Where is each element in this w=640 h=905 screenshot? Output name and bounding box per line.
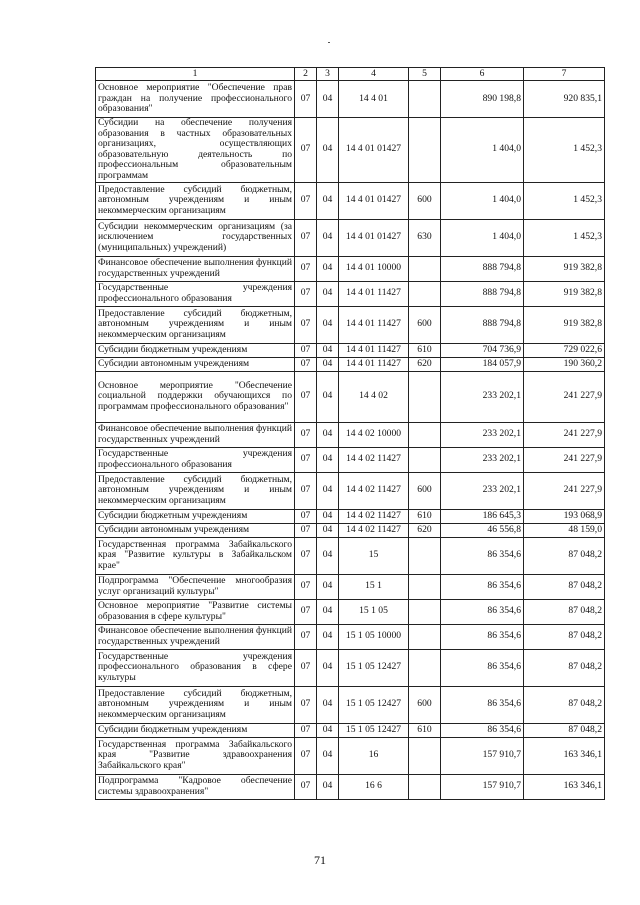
row-amount-year2: 1 452,3 [524, 219, 605, 256]
row-expense-type [409, 256, 441, 281]
table-row [96, 306, 605, 343]
row-amount-year2: 190 360,2 [524, 357, 605, 371]
row-expense-type [409, 281, 441, 306]
row-amount-year1: 888 794,8 [441, 306, 524, 343]
row-target-code: 14 4 01 11427 [339, 281, 409, 306]
row-amount-year1: 1 404,0 [441, 182, 524, 219]
row-target-code: 14 4 01 10000 [339, 256, 409, 281]
table-header-row [96, 68, 605, 81]
row-section: 07 [295, 256, 317, 281]
row-expense-type [409, 649, 441, 686]
row-target-code: 14 4 01 11427 [339, 357, 409, 371]
row-name: Субсидии бюджетным учреждениям [96, 509, 295, 523]
row-amount-year1: 86 354,6 [441, 599, 524, 624]
row-subsection: 04 [317, 574, 339, 599]
row-subsection: 04 [317, 537, 339, 574]
row-section: 07 [295, 723, 317, 737]
row-name: Субсидии автономным учреждениям [96, 523, 295, 537]
row-target-code: 14 4 01 01427 [339, 118, 409, 183]
row-section: 07 [295, 447, 317, 472]
table-body [96, 81, 605, 800]
row-name: Предоставление субсидий бюджетным, автономным учреждениям и иным некоммерческим организациям [96, 182, 295, 219]
row-name: Основное мероприятие "Обеспечение прав граждан на получение профессионального образования" [96, 81, 295, 118]
row-expense-type [409, 737, 441, 774]
table-row [96, 447, 605, 472]
row-section: 07 [295, 537, 317, 574]
row-amount-year1: 86 354,6 [441, 649, 524, 686]
row-subsection: 04 [317, 472, 339, 509]
table-row [96, 281, 605, 306]
row-amount-year1: 233 202,1 [441, 447, 524, 472]
row-amount-year2: 87 048,2 [524, 649, 605, 686]
table-row [96, 472, 605, 509]
row-amount-year1: 890 198,8 [441, 81, 524, 118]
table-row [96, 599, 605, 624]
row-target-code: 14 4 01 01427 [339, 219, 409, 256]
row-name: Основное мероприятие "Обеспечение социальной поддержки обучающихся по программам профессионального образования" [96, 371, 295, 422]
row-section: 07 [295, 574, 317, 599]
row-subsection: 04 [317, 624, 339, 649]
header-col-4: 4 [339, 68, 409, 81]
row-amount-year1: 184 057,9 [441, 357, 524, 371]
table-row [96, 256, 605, 281]
row-amount-year2: 919 382,8 [524, 281, 605, 306]
table-row [96, 422, 605, 447]
header-col-6: 6 [441, 68, 524, 81]
row-name: Финансовое обеспечение выполнения функций государственных учреждений [96, 256, 295, 281]
row-amount-year1: 46 556,8 [441, 523, 524, 537]
row-target-code: 14 4 01 11427 [339, 306, 409, 343]
row-amount-year2: 87 048,2 [524, 723, 605, 737]
budget-table [95, 67, 605, 800]
header-col-7: 7 [524, 68, 605, 81]
row-expense-type [409, 774, 441, 799]
row-subsection: 04 [317, 774, 339, 799]
row-section: 07 [295, 686, 317, 723]
row-amount-year1: 157 910,7 [441, 774, 524, 799]
row-subsection: 04 [317, 509, 339, 523]
row-subsection: 04 [317, 256, 339, 281]
row-section: 07 [295, 523, 317, 537]
row-section: 07 [295, 624, 317, 649]
row-amount-year2: 87 048,2 [524, 537, 605, 574]
row-target-code: 15 1 05 [339, 599, 409, 624]
row-expense-type [409, 371, 441, 422]
row-name: Субсидии на обеспечение получения образования в частных образовательных организациях, осуществляющих образовательную деятельность по профессиональным образовательным программам [96, 118, 295, 183]
table-row [96, 624, 605, 649]
row-section: 07 [295, 599, 317, 624]
row-subsection: 04 [317, 118, 339, 183]
row-expense-type [409, 422, 441, 447]
row-target-code: 14 4 02 11427 [339, 509, 409, 523]
row-amount-year2: 241 227,9 [524, 447, 605, 472]
row-amount-year2: 193 068,9 [524, 509, 605, 523]
row-expense-type: 610 [409, 343, 441, 357]
row-expense-type: 600 [409, 182, 441, 219]
row-amount-year1: 888 794,8 [441, 256, 524, 281]
row-name: Предоставление субсидий бюджетным, автономным учреждениям и иным некоммерческим организациям [96, 686, 295, 723]
row-name: Субсидии бюджетным учреждениям [96, 343, 295, 357]
table-row [96, 371, 605, 422]
row-subsection: 04 [317, 422, 339, 447]
row-target-code: 15 1 05 12427 [339, 686, 409, 723]
row-subsection: 04 [317, 523, 339, 537]
row-amount-year1: 157 910,7 [441, 737, 524, 774]
row-name: Финансовое обеспечение выполнения функций государственных учреждений [96, 422, 295, 447]
row-subsection: 04 [317, 357, 339, 371]
row-section: 07 [295, 118, 317, 183]
table-row [96, 537, 605, 574]
row-amount-year1: 1 404,0 [441, 118, 524, 183]
row-amount-year2: 87 048,2 [524, 599, 605, 624]
row-expense-type [409, 537, 441, 574]
row-expense-type [409, 447, 441, 472]
table-row [96, 523, 605, 537]
row-target-code: 14 4 01 11427 [339, 343, 409, 357]
row-subsection: 04 [317, 599, 339, 624]
row-amount-year1: 86 354,6 [441, 624, 524, 649]
row-subsection: 04 [317, 182, 339, 219]
row-target-code: 15 1 [339, 574, 409, 599]
row-amount-year2: 87 048,2 [524, 574, 605, 599]
row-name: Государственная программа Забайкальского края "Развитие здравоохранения Забайкальского края" [96, 737, 295, 774]
row-section: 07 [295, 357, 317, 371]
row-name: Государственные учреждения профессионального образования [96, 281, 295, 306]
row-subsection: 04 [317, 723, 339, 737]
row-name: Предоставление субсидий бюджетным, автономным учреждениям и иным некоммерческим организациям [96, 472, 295, 509]
row-amount-year1: 186 645,3 [441, 509, 524, 523]
row-section: 07 [295, 343, 317, 357]
row-section: 07 [295, 649, 317, 686]
row-expense-type: 610 [409, 509, 441, 523]
row-expense-type: 630 [409, 219, 441, 256]
row-section: 07 [295, 219, 317, 256]
row-name: Субсидии автономным учреждениям [96, 357, 295, 371]
row-target-code: 14 4 02 [339, 371, 409, 422]
row-target-code: 14 4 02 11427 [339, 472, 409, 509]
row-expense-type: 620 [409, 523, 441, 537]
row-expense-type: 600 [409, 472, 441, 509]
table-row [96, 219, 605, 256]
table-row [96, 737, 605, 774]
row-amount-year2: 48 159,0 [524, 523, 605, 537]
row-amount-year2: 919 382,8 [524, 256, 605, 281]
row-amount-year1: 233 202,1 [441, 422, 524, 447]
row-subsection: 04 [317, 737, 339, 774]
header-col-2: 2 [295, 68, 317, 81]
row-subsection: 04 [317, 649, 339, 686]
row-amount-year1: 86 354,6 [441, 686, 524, 723]
row-section: 07 [295, 509, 317, 523]
row-amount-year2: 729 022,6 [524, 343, 605, 357]
row-amount-year1: 704 736,9 [441, 343, 524, 357]
row-name: Государственные учреждения профессионального образования в сфере культуры [96, 649, 295, 686]
row-amount-year2: 241 227,9 [524, 472, 605, 509]
row-name: Подпрограмма "Обеспечение многообразия услуг организаций культуры" [96, 574, 295, 599]
row-section: 07 [295, 281, 317, 306]
header-col-1: 1 [96, 68, 295, 81]
row-section: 07 [295, 422, 317, 447]
row-amount-year1: 1 404,0 [441, 219, 524, 256]
row-amount-year1: 86 354,6 [441, 574, 524, 599]
row-expense-type [409, 118, 441, 183]
row-target-code: 16 [339, 737, 409, 774]
row-name: Подпрограмма "Кадровое обеспечение системы здравоохранения" [96, 774, 295, 799]
row-name: Финансовое обеспечение выполнения функций государственных учреждений [96, 624, 295, 649]
row-expense-type: 610 [409, 723, 441, 737]
row-section: 07 [295, 472, 317, 509]
row-name: Основное мероприятие "Развитие системы образования в сфере культуры" [96, 599, 295, 624]
row-target-code: 15 1 05 10000 [339, 624, 409, 649]
table-row [96, 343, 605, 357]
row-subsection: 04 [317, 81, 339, 118]
row-amount-year2: 920 835,1 [524, 81, 605, 118]
row-expense-type [409, 599, 441, 624]
row-section: 07 [295, 306, 317, 343]
page-number: 71 [314, 853, 326, 867]
row-target-code: 15 1 05 12427 [339, 723, 409, 737]
row-amount-year2: 241 227,9 [524, 422, 605, 447]
table-row [96, 118, 605, 183]
row-section: 07 [295, 737, 317, 774]
row-section: 07 [295, 774, 317, 799]
table-row [96, 81, 605, 118]
row-amount-year1: 86 354,6 [441, 723, 524, 737]
row-amount-year2: 87 048,2 [524, 624, 605, 649]
header-col-5: 5 [409, 68, 441, 81]
row-subsection: 04 [317, 686, 339, 723]
row-name: Государственные учреждения профессионального образования [96, 447, 295, 472]
table-row [96, 723, 605, 737]
row-amount-year1: 233 202,1 [441, 371, 524, 422]
row-subsection: 04 [317, 306, 339, 343]
row-target-code: 15 1 05 12427 [339, 649, 409, 686]
row-subsection: 04 [317, 371, 339, 422]
row-expense-type: 600 [409, 686, 441, 723]
row-amount-year2: 1 452,3 [524, 118, 605, 183]
row-expense-type [409, 81, 441, 118]
row-target-code: 15 [339, 537, 409, 574]
table-row [96, 649, 605, 686]
row-name: Государственная программа Забайкальского края "Развитие культуры в Забайкальском крае" [96, 537, 295, 574]
row-amount-year2: 87 048,2 [524, 686, 605, 723]
row-amount-year2: 163 346,1 [524, 774, 605, 799]
row-name: Субсидии бюджетным учреждениям [96, 723, 295, 737]
row-target-code: 14 4 02 11427 [339, 447, 409, 472]
row-section: 07 [295, 81, 317, 118]
table-row [96, 774, 605, 799]
row-amount-year2: 241 227,9 [524, 371, 605, 422]
row-subsection: 04 [317, 281, 339, 306]
row-expense-type [409, 624, 441, 649]
row-target-code: 14 4 01 01427 [339, 182, 409, 219]
row-amount-year2: 919 382,8 [524, 306, 605, 343]
table-row [96, 574, 605, 599]
row-name: Предоставление субсидий бюджетным, автономным учреждениям и иным некоммерческим организациям [96, 306, 295, 343]
row-expense-type: 600 [409, 306, 441, 343]
table-row [96, 357, 605, 371]
row-amount-year2: 1 452,3 [524, 182, 605, 219]
scan-speck [328, 42, 330, 43]
row-amount-year1: 86 354,6 [441, 537, 524, 574]
row-section: 07 [295, 182, 317, 219]
row-expense-type: 620 [409, 357, 441, 371]
row-subsection: 04 [317, 343, 339, 357]
row-name: Субсидии некоммерческим организациям (за исключением государственных (муниципальных) учреждений) [96, 219, 295, 256]
row-subsection: 04 [317, 447, 339, 472]
row-expense-type [409, 574, 441, 599]
row-amount-year1: 888 794,8 [441, 281, 524, 306]
row-target-code: 14 4 02 11427 [339, 523, 409, 537]
table-row [96, 182, 605, 219]
row-amount-year1: 233 202,1 [441, 472, 524, 509]
row-amount-year2: 163 346,1 [524, 737, 605, 774]
row-target-code: 14 4 02 10000 [339, 422, 409, 447]
row-target-code: 16 6 [339, 774, 409, 799]
row-subsection: 04 [317, 219, 339, 256]
row-section: 07 [295, 371, 317, 422]
table-row [96, 686, 605, 723]
row-target-code: 14 4 01 [339, 81, 409, 118]
table-row [96, 509, 605, 523]
header-col-3: 3 [317, 68, 339, 81]
